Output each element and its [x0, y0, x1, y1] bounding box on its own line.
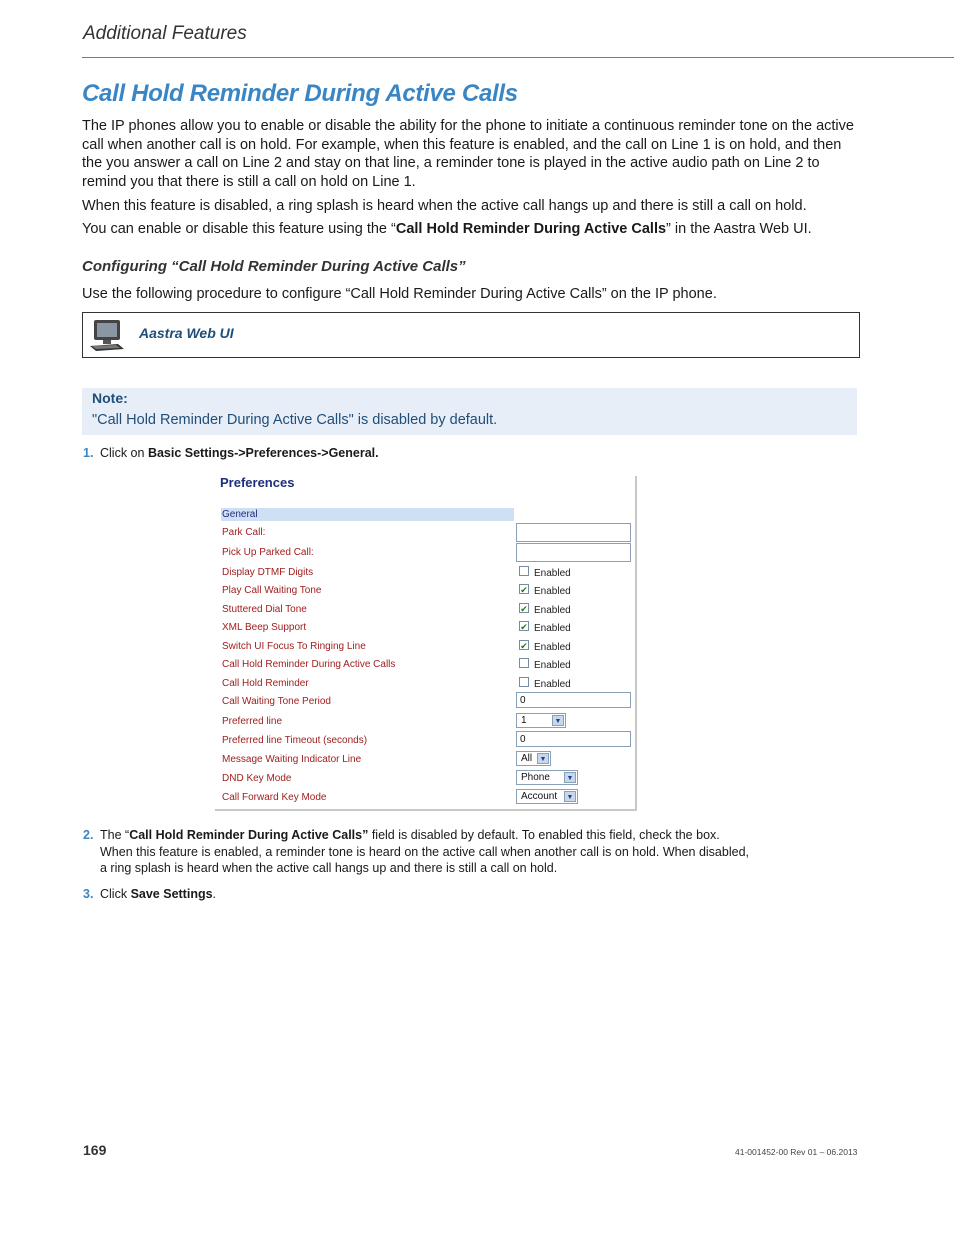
subheading: Configuring “Call Hold Reminder During Active Calls” [82, 258, 466, 275]
dropdown-value: Account [521, 791, 558, 802]
dropdown-value: 1 [521, 715, 527, 726]
document-number: 41-001452-00 Rev 01 – 06.2013 [735, 1147, 858, 1157]
enable-paragraph: You can enable or disable this feature using the “Call Hold Reminder During Active Calls” in the Aastra Web UI. [82, 221, 812, 237]
setting-checkbox[interactable] [519, 677, 529, 687]
checkbox-label: Enabled [534, 623, 571, 634]
computer-icon [88, 318, 128, 352]
setting-checkbox[interactable]: ✔ [520, 622, 528, 632]
setting-text-field[interactable]: 0 [516, 731, 631, 747]
header-rule [82, 57, 954, 58]
note-title: Note: [92, 390, 128, 406]
setting-dropdown[interactable] [516, 713, 566, 728]
setting-text-field[interactable] [516, 543, 631, 562]
setting-label: Preferred line Timeout (seconds) [222, 735, 368, 746]
step-2: 2. The “Call Hold Reminder During Active Calls” field is disabled by default. To enabled this field, check the box. [83, 828, 720, 842]
setting-dropdown[interactable] [516, 789, 578, 804]
checkbox-label: Enabled [534, 642, 571, 653]
page-number: 169 [83, 1142, 107, 1158]
chevron-down-icon[interactable]: ▼ [552, 715, 564, 726]
setting-label: Call Waiting Tone Period [222, 696, 331, 707]
checkbox-label: Enabled [534, 568, 571, 579]
note-text: "Call Hold Reminder During Active Calls" is disabled by default. [92, 412, 498, 428]
section-header: Additional Features [83, 23, 247, 44]
checkbox-label: Enabled [534, 679, 571, 690]
step-1: 1. Click on Basic Settings->Preferences->General. [83, 446, 379, 460]
setting-label: Call Hold Reminder [222, 678, 309, 689]
setting-label: Preferred line [222, 716, 283, 727]
setting-text-field[interactable] [516, 523, 631, 542]
setting-dropdown[interactable] [516, 770, 578, 785]
dropdown-value: All [521, 753, 533, 764]
setting-label: Park Call: [222, 527, 266, 538]
setting-label: Message Waiting Indicator Line [222, 754, 362, 765]
setting-label: Call Hold Reminder During Active Calls [222, 659, 396, 670]
chevron-down-icon[interactable]: ▼ [537, 753, 549, 764]
chevron-down-icon[interactable]: ▼ [564, 772, 576, 783]
general-group-bar [221, 508, 514, 521]
setting-label: Call Forward Key Mode [222, 792, 327, 803]
setting-checkbox[interactable]: ✔ [520, 604, 528, 614]
page-title: Call Hold Reminder During Active Calls [82, 80, 518, 107]
chevron-down-icon[interactable]: ▼ [564, 791, 576, 802]
web-ui-label: Aastra Web UI [139, 325, 234, 341]
step-2-line-3: a ring splash is heard when the active call hangs up and there is still a call on hold. [100, 861, 558, 875]
preferences-title: Preferences [220, 475, 295, 490]
general-group-label: General [222, 509, 258, 520]
procedure-intro: Use the following procedure to configure “Call Hold Reminder During Active Calls” on the IP phone. [82, 286, 717, 302]
setting-label: Switch UI Focus To Ringing Line [222, 641, 366, 652]
step-2-line-2: When this feature is enabled, a reminder tone is heard on the active call when another call is on hold. When disabled, [100, 845, 749, 859]
setting-checkbox[interactable] [519, 566, 529, 576]
checkbox-label: Enabled [534, 605, 571, 616]
setting-checkbox[interactable]: ✔ [520, 641, 528, 651]
setting-checkbox[interactable]: ✔ [520, 585, 528, 595]
setting-label: Stuttered Dial Tone [222, 604, 307, 615]
setting-label: XML Beep Support [222, 622, 307, 633]
step-3: 3. Click Save Settings. [83, 887, 217, 901]
setting-dropdown[interactable] [516, 751, 551, 766]
checkbox-label: Enabled [534, 586, 571, 597]
setting-text-field[interactable]: 0 [516, 692, 631, 708]
setting-label: Display DTMF Digits [222, 567, 314, 578]
setting-label: Play Call Waiting Tone [222, 585, 322, 596]
checkbox-label: Enabled [534, 660, 571, 671]
intro-paragraph-2: When this feature is disabled, a ring splash is heard when the active call hangs up and there is still a call on hold. [82, 198, 807, 214]
setting-label: Pick Up Parked Call: [222, 547, 314, 558]
setting-label: DND Key Mode [222, 773, 292, 784]
intro-paragraph-1: The IP phones allow you to enable or disable the ability for the phone to initiate a continuous reminder tone on the active call when another call is on hold. For example, when this feature is enabled, and the call on Line 1 is on hold, and then the you answer a call on Line 2 and stay on that line, a reminder tone is played in the active audio path on Line 2 to remind you that there is still a call on hold on Line 1. [82, 118, 854, 191]
setting-checkbox[interactable] [519, 658, 529, 668]
dropdown-value: Phone [521, 772, 550, 783]
